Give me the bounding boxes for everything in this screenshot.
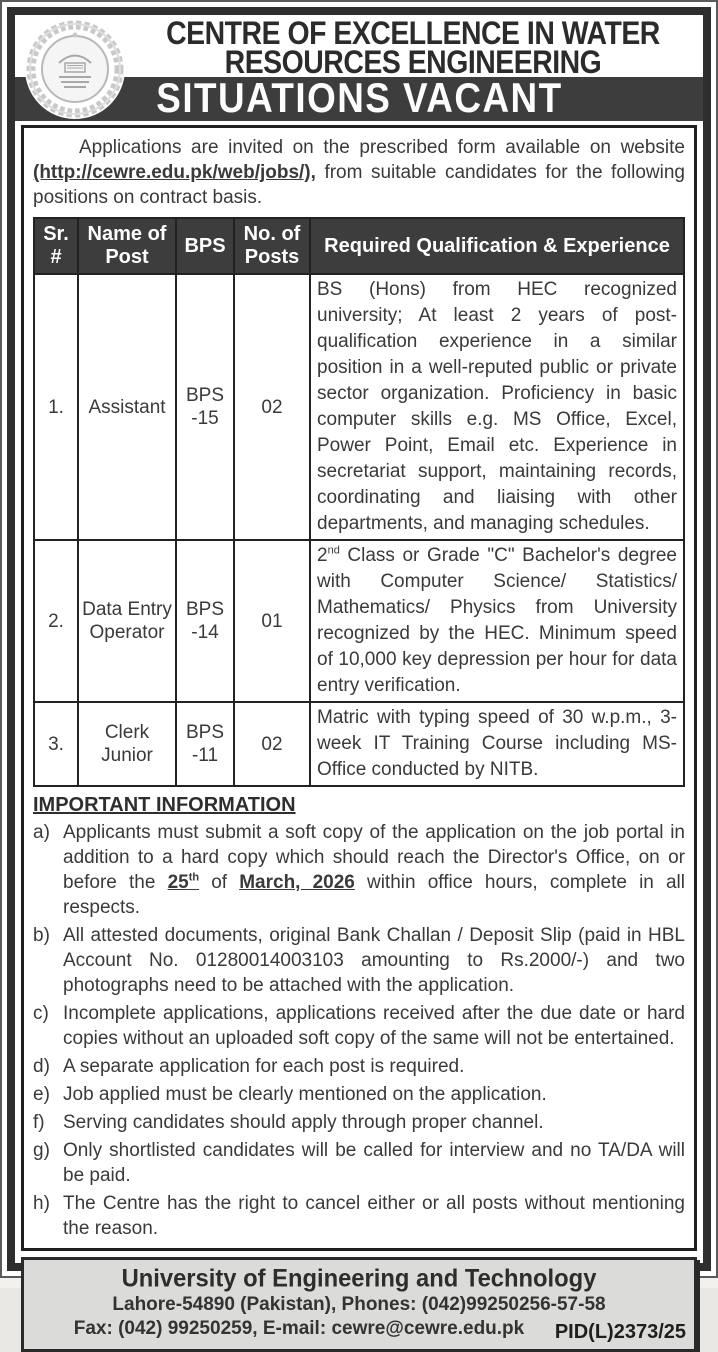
address-phones-line: Lahore-54890 (Pakistan), Phones: (042)99250256-57-58 (112, 1294, 606, 1315)
cell-post: Data Entry Operator (78, 540, 176, 702)
cell-qualification: Matric with typing speed of 30 w.p.m., 3-week IT Training Course including MS-Office conducted by NITB. (310, 702, 684, 786)
cell-bps: BPS -11 (176, 702, 234, 786)
info-item-letter: a) (33, 822, 50, 843)
university-name: University of Engineering and Technology (121, 1264, 597, 1293)
info-item-text: Serving candidates should apply through proper channel. (63, 1112, 544, 1133)
important-information-heading: IMPORTANT INFORMATION (33, 794, 296, 816)
cell-sr: 2. (34, 540, 78, 702)
pid-number: PID(L)2373/25 (554, 1321, 686, 1343)
info-item-a (33, 820, 685, 920)
cell-qualification: BS (Hons) from HEC recognized university; At least 2 years of post-qualification experience in a similar position in a well-reputed public or private sector organization. Proficiency in basic computer skills e.g. MS Office, Excel, Power Point, Email etc. Experience in secretariat support, maintaining records, coordinating and liaising with other departments, and managing schedules. (310, 274, 684, 540)
info-item-e (33, 1082, 685, 1107)
org-title-line1: CENTRE OF EXCELLENCE IN WATER (166, 15, 660, 52)
info-item-g (33, 1138, 685, 1188)
info-item-text: Applicants must submit a soft copy of the application on the job portal in addition to a hard copy which should reach the Director's Office, on or before the 25th of March, 2026 within office hours, complete in all respects. (63, 822, 685, 918)
info-item-text: The Centre has the right to cancel either or all posts without mentioning the reason. (63, 1193, 685, 1239)
info-item-letter: c) (33, 1003, 49, 1024)
col-header-qualification: Required Qualification & Experience (310, 218, 684, 274)
footer-box (21, 1257, 697, 1352)
info-item-letter: d) (33, 1056, 50, 1077)
intro-paragraph (33, 135, 685, 210)
col-header-posts: No. of Posts (234, 218, 310, 274)
info-item-text: All attested documents, original Bank Challan / Deposit Slip (paid in HBL Account No. 01280014003103 amounting to Rs.2000/-) and two photographs need to be attached with the application. (63, 925, 685, 996)
cell-post: Assistant (78, 274, 176, 540)
intro-lead: Applications are invited on the prescribed form available on website (79, 137, 685, 158)
table-header-row (34, 218, 684, 274)
intro-rest: from suitable candidates for the following positions on contract basis. (33, 162, 685, 208)
info-item-text: A separate application for each post is required. (63, 1056, 465, 1077)
cell-posts: 02 (234, 702, 310, 786)
cell-post: Clerk Junior (78, 702, 176, 786)
vacancies-table (33, 217, 685, 787)
cell-posts: 02 (234, 274, 310, 540)
col-header-sr: Sr. # (34, 218, 78, 274)
cell-sr: 1. (34, 274, 78, 540)
info-item-letter: g) (33, 1140, 50, 1161)
info-item-letter: e) (33, 1084, 50, 1105)
ad-frame (7, 7, 711, 1343)
info-item-c (33, 1001, 685, 1051)
ad-content-box (21, 125, 697, 1251)
deadline-day: 25th (167, 871, 200, 893)
info-item-text: Only shortlisted candidates will be called for interview and no TA/DA will be paid. (63, 1140, 685, 1186)
info-item-text: Incomplete applications, applications received after the due date or hard copies without an uploaded soft copy of the same will not be entertained. (63, 1003, 685, 1049)
uet-emblem-logo-icon (23, 17, 127, 121)
deadline-date: March, 2026 (239, 872, 355, 893)
info-item-h (33, 1191, 685, 1241)
banner-text: SITUATIONS VACANT (155, 75, 563, 122)
col-header-bps: BPS (176, 218, 234, 274)
org-title-line2: RESOURCES ENGINEERING (224, 44, 602, 81)
table-row (34, 274, 684, 540)
cell-sr: 3. (34, 702, 78, 786)
org-title (123, 15, 703, 81)
intro-comma: , (310, 162, 316, 183)
cell-bps: BPS -14 (176, 540, 234, 702)
info-item-letter: b) (33, 925, 50, 946)
cell-posts: 01 (234, 540, 310, 702)
cell-qualification: 2nd Class or Grade "C" Bachelor's degree with Computer Science/ Statistics/ Mathematics/ Physics from University recognized by the HEC. Minimum speed of 10,000 key depression per hour for data entry verification. (310, 540, 684, 702)
col-header-post: Name of Post (78, 218, 176, 274)
info-item-letter: h) (33, 1193, 50, 1214)
fax-email-line: Fax: (042) 99250259, E-mail: cewre@cewre.edu.pk (73, 1318, 525, 1339)
info-item-b (33, 923, 685, 998)
info-item-d (33, 1054, 685, 1079)
cell-bps: BPS -15 (176, 274, 234, 540)
jobs-url: (http://cewre.edu.pk/web/jobs/) (33, 162, 311, 183)
info-item-text: Job applied must be clearly mentioned on the application. (63, 1084, 547, 1105)
table-row (34, 540, 684, 702)
info-item-letter: f) (33, 1112, 45, 1133)
table-row (34, 702, 684, 786)
info-item-f (33, 1110, 685, 1135)
